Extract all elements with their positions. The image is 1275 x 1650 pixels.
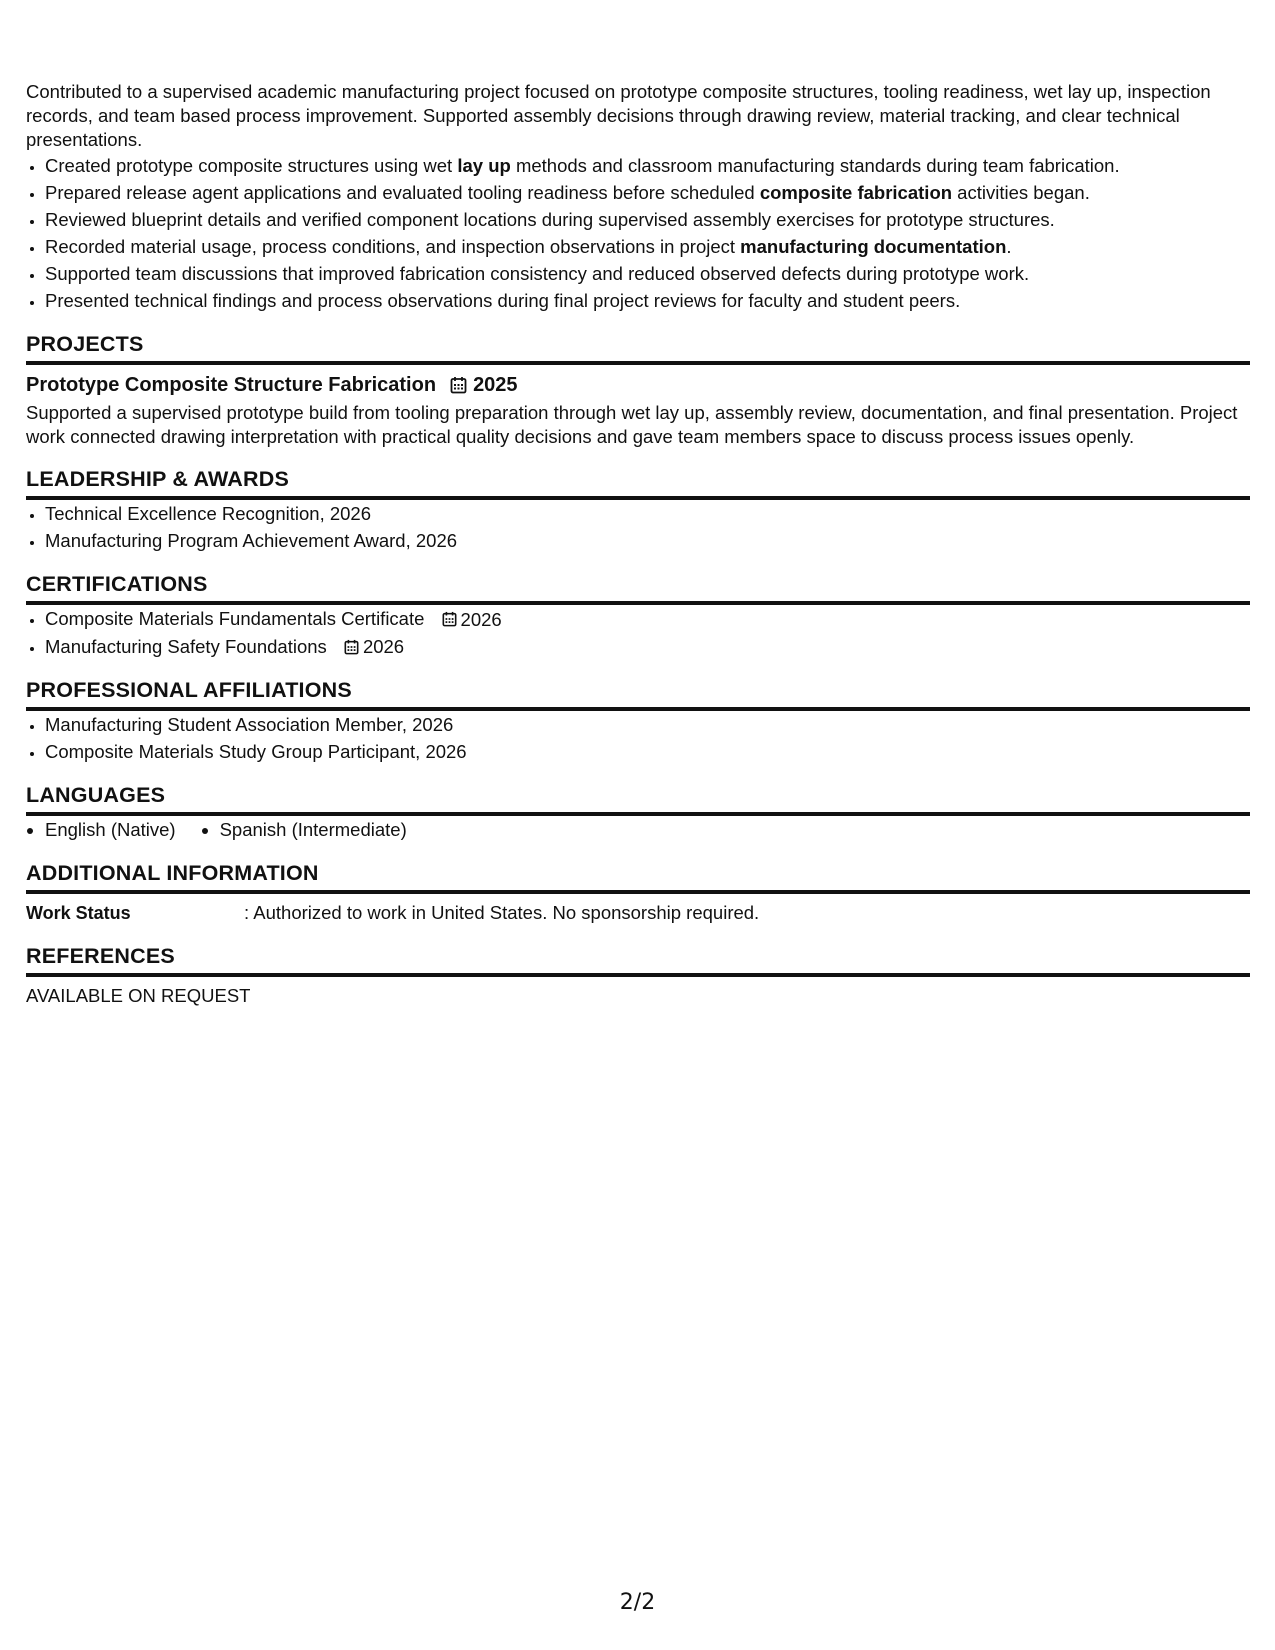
list-item	[45, 633, 1250, 661]
languages-list	[26, 816, 1250, 843]
references-text: AVAILABLE ON REQUEST	[26, 985, 251, 1006]
list-item: • Spanish (Intermediate)	[220, 816, 407, 843]
list-item: • Created prototype composite structures using wet lay up methods and classroom manufacturing standards during team fabrication.	[45, 152, 1250, 179]
work-status-row	[26, 900, 1250, 926]
list-item: • Reviewed blueprint details and verified component locations during supervised assembly exercises for prototype structures.	[45, 206, 1250, 233]
certification-date	[344, 633, 404, 660]
project-date	[450, 371, 518, 399]
list-item: • Prepared release agent applications and evaluated tooling readiness before scheduled composite fabrication activities began.	[45, 179, 1250, 206]
certification-name: Manufacturing Safety Foundations	[45, 635, 327, 657]
list-item: • Supported team discussions that improved fabrication consistency and reduced observed defects during prototype work.	[45, 260, 1250, 287]
section-heading-leadership: LEADERSHIP & AWARDS	[26, 467, 1250, 500]
certification-year: 2026	[362, 636, 405, 657]
section-heading-projects: PROJECTS	[26, 332, 1250, 365]
work-status-label: Work Status	[26, 903, 131, 923]
resume-page	[26, 80, 1250, 1009]
section-heading-affiliations: PROFESSIONAL AFFILIATIONS	[26, 678, 1250, 711]
leadership-list	[26, 500, 1250, 554]
section-heading-languages: LANGUAGES	[26, 783, 1250, 816]
project-description: Supported a supervised prototype build from tooling preparation through wet lay up, assembly review, documentation, and final presentation. Project work connected drawing interpretation with practical quality decisions and gave team members space to discuss process issues openly.	[26, 402, 1238, 447]
certification-date	[442, 606, 502, 633]
calendar-icon	[344, 639, 359, 655]
calendar-icon	[442, 611, 457, 627]
section-heading-certifications: CERTIFICATIONS	[26, 572, 1250, 605]
list-item: • Composite Materials Study Group Participant, 2026	[45, 738, 1250, 765]
certification-year: 2026	[460, 608, 502, 630]
affiliations-list	[26, 711, 1250, 765]
project-title: Prototype Composite Structure Fabrication	[26, 374, 437, 396]
list-item	[45, 605, 1250, 633]
list-item: • Technical Excellence Recognition, 2026	[45, 500, 1250, 527]
page-number: 2/2	[619, 1590, 656, 1615]
certifications-list	[26, 605, 1250, 660]
list-item: • Manufacturing Student Association Member, 2026	[45, 711, 1250, 738]
section-heading-additional: ADDITIONAL INFORMATION	[26, 861, 1250, 894]
experience-bullets	[26, 152, 1250, 314]
list-item: • English (Native)	[45, 816, 176, 843]
section-heading-references: REFERENCES	[26, 944, 1250, 977]
list-item: • Recorded material usage, process conditions, and inspection observations in project manufacturing documentation.	[45, 233, 1250, 260]
projects-section	[26, 371, 1250, 449]
certification-name: Composite Materials Fundamentals Certificate	[45, 608, 425, 629]
list-item: • Manufacturing Program Achievement Award, 2026	[45, 527, 1250, 554]
project-year: 2025	[473, 374, 518, 396]
list-item: • Presented technical findings and process observations during final project reviews for faculty and student peers.	[45, 287, 1250, 314]
project-title-row	[26, 371, 1250, 399]
work-status-value: : Authorized to work in United States. No sponsorship required.	[244, 902, 760, 923]
calendar-icon	[450, 376, 467, 394]
experience-summary: Contributed to a supervised academic manufacturing project focused on prototype composite structures, tooling readiness, wet lay up, inspection records, and team based process improvement. Supported assembly decisions through drawing review, material tracking, and clear technical presentations.	[26, 81, 1211, 150]
